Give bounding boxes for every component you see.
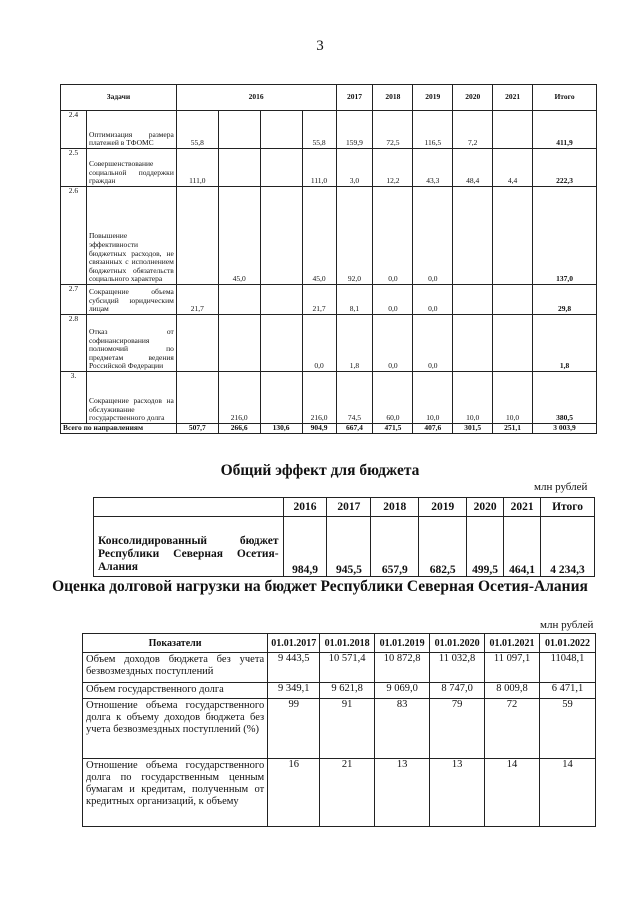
task-value-cell: 45,0 — [302, 187, 336, 285]
task-number: 2.6 — [61, 187, 87, 285]
task-value-cell: 0,0 — [413, 315, 453, 372]
debt-header-cell: 01.01.2018 — [320, 634, 375, 653]
debt-value-cell: 8 009,8 — [485, 683, 540, 699]
task-value-cell — [176, 372, 218, 424]
effect-data-row — [94, 517, 595, 577]
task-value-cell: 216,0 — [302, 372, 336, 424]
task-value-cell — [218, 315, 260, 372]
debt-value-cell: 14 — [485, 759, 540, 827]
effect-header-blank — [94, 498, 284, 517]
task-total-cell: 411,9 — [533, 111, 597, 149]
debt-row-label: Объем государственного долга — [83, 683, 268, 699]
effect-value-cell: 499,5 — [467, 517, 504, 577]
task-value-cell: 21,7 — [302, 285, 336, 315]
task-value-cell — [218, 111, 260, 149]
debt-value-cell: 11 032,8 — [430, 653, 485, 683]
task-value-cell: 7,2 — [453, 111, 493, 149]
header-total: Итого — [533, 85, 597, 111]
sum-cell: 507,7 — [176, 424, 218, 434]
debt-value-cell: 11048,1 — [540, 653, 596, 683]
sum-cell: 3 003,9 — [533, 424, 597, 434]
task-value-cell: 55,8 — [302, 111, 336, 149]
effect-header-cell: 2016 — [283, 498, 327, 517]
sum-cell: 251,1 — [493, 424, 533, 434]
task-value-cell — [453, 315, 493, 372]
debt-header-cell: 01.01.2020 — [430, 634, 485, 653]
task-value-cell: 4,4 — [493, 149, 533, 187]
sum-cell: 301,5 — [453, 424, 493, 434]
header-2021: 2021 — [493, 85, 533, 111]
header-2017: 2017 — [336, 85, 373, 111]
task-total-cell: 29,8 — [533, 285, 597, 315]
task-value-cell: 1,8 — [336, 315, 373, 372]
effect-row-label: Консолидированный бюджет Республики Северная Осетия-Алания — [94, 517, 284, 577]
effect-header-row — [94, 498, 595, 517]
task-value-cell: 159,9 — [336, 111, 373, 149]
debt-value-cell: 91 — [320, 699, 375, 759]
task-row — [61, 111, 597, 149]
debt-value-cell: 14 — [540, 759, 596, 827]
sum-label: Всего по направлениям — [61, 424, 177, 434]
debt-value-cell: 21 — [320, 759, 375, 827]
page-number: 3 — [316, 38, 324, 54]
debt-value-cell: 83 — [375, 699, 430, 759]
debt-value-cell: 59 — [540, 699, 596, 759]
task-value-cell — [493, 285, 533, 315]
task-value-cell: 8,1 — [336, 285, 373, 315]
debt-value-cell: 13 — [430, 759, 485, 827]
task-value-cell: 72,5 — [373, 111, 413, 149]
debt-value-cell: 9 443,5 — [268, 653, 320, 683]
effect-value-cell: 945,5 — [327, 517, 371, 577]
task-row — [61, 149, 597, 187]
task-value-cell: 43,3 — [413, 149, 453, 187]
task-value-cell: 12,2 — [373, 149, 413, 187]
debt-value-cell: 13 — [375, 759, 430, 827]
effect-header-cell: 2018 — [371, 498, 419, 517]
task-value-cell — [176, 187, 218, 285]
task-value-cell — [176, 315, 218, 372]
task-number: 2.7 — [61, 285, 87, 315]
task-value-cell: 92,0 — [336, 187, 373, 285]
debt-value-cell: 16 — [268, 759, 320, 827]
effect-value-cell: 464,1 — [504, 517, 541, 577]
task-value-cell: 10,0 — [493, 372, 533, 424]
effect-header-cell: 2019 — [419, 498, 467, 517]
task-value-cell — [493, 187, 533, 285]
task-value-cell: 21,7 — [176, 285, 218, 315]
task-name: Совершенствование социальной поддержки граждан — [86, 149, 176, 187]
task-value-cell — [493, 111, 533, 149]
sum-cell: 904,9 — [302, 424, 336, 434]
effect-unit: млн рублей — [534, 481, 588, 493]
effect-table — [93, 497, 595, 577]
task-value-cell — [218, 149, 260, 187]
effect-header-cell: 2017 — [327, 498, 371, 517]
sum-cell: 407,6 — [413, 424, 453, 434]
task-value-cell — [260, 315, 302, 372]
debt-value-cell: 9 349,1 — [268, 683, 320, 699]
task-value-cell — [493, 315, 533, 372]
task-value-cell: 116,5 — [413, 111, 453, 149]
effect-value-cell: 657,9 — [371, 517, 419, 577]
sum-cell: 471,5 — [373, 424, 413, 434]
task-value-cell: 111,0 — [176, 149, 218, 187]
effect-header-cell: 2020 — [467, 498, 504, 517]
tasks-header-row — [61, 85, 597, 111]
debt-value-cell: 9 069,0 — [375, 683, 430, 699]
debt-value-cell: 9 621,8 — [320, 683, 375, 699]
task-name: Сокращение расходов на обслуживание государственного долга — [86, 372, 176, 424]
debt-header-cell: 01.01.2021 — [485, 634, 540, 653]
task-value-cell: 60,0 — [373, 372, 413, 424]
task-value-cell — [260, 111, 302, 149]
header-2020: 2020 — [453, 85, 493, 111]
debt-value-cell: 10 571,4 — [320, 653, 375, 683]
debt-value-cell: 6 471,1 — [540, 683, 596, 699]
task-name: Повышение эффективности бюджетных расходов, не связанных с исполнением бюджетных обязательств социального характера — [86, 187, 176, 285]
header-2019: 2019 — [413, 85, 453, 111]
tasks-table — [60, 84, 597, 434]
debt-row — [83, 683, 596, 699]
header-2016: 2016 — [176, 85, 336, 111]
task-value-cell — [260, 149, 302, 187]
task-value-cell — [260, 187, 302, 285]
task-row — [61, 285, 597, 315]
task-value-cell: 3,0 — [336, 149, 373, 187]
task-value-cell: 111,0 — [302, 149, 336, 187]
task-value-cell: 10,0 — [413, 372, 453, 424]
sum-cell: 266,6 — [218, 424, 260, 434]
task-total-cell: 1,8 — [533, 315, 597, 372]
tasks-sum-row — [61, 424, 597, 434]
task-value-cell — [453, 187, 493, 285]
task-value-cell: 216,0 — [218, 372, 260, 424]
task-value-cell — [260, 372, 302, 424]
debt-header-cell: 01.01.2022 — [540, 634, 596, 653]
task-value-cell — [453, 285, 493, 315]
task-number: 2.4 — [61, 111, 87, 149]
task-row — [61, 372, 597, 424]
task-value-cell: 48,4 — [453, 149, 493, 187]
header-tasks: Задачи — [61, 85, 177, 111]
task-number: 3. — [61, 372, 87, 424]
debt-header-row — [83, 634, 596, 653]
task-name: Сокращение объема субсидий юридическим лицам — [86, 285, 176, 315]
effect-header-cell: Итого — [541, 498, 595, 517]
task-number: 2.5 — [61, 149, 87, 187]
task-value-cell: 0,0 — [413, 187, 453, 285]
debt-value-cell: 79 — [430, 699, 485, 759]
debt-row-label: Отношение объема государственного долга к объему доходов бюджета без учета безвозмездных поступлений (%) — [83, 699, 268, 759]
effect-title: Общий эффект для бюджета — [220, 462, 420, 479]
task-value-cell: 55,8 — [176, 111, 218, 149]
task-value-cell: 0,0 — [302, 315, 336, 372]
debt-title: Оценка долговой нагрузки на бюджет Республики Северная Осетия-Алания — [52, 578, 588, 595]
task-value-cell — [218, 285, 260, 315]
task-name: Оптимизация размера платежей в ТФОМС — [86, 111, 176, 149]
task-value-cell — [260, 285, 302, 315]
task-value-cell: 0,0 — [413, 285, 453, 315]
effect-value-cell: 984,9 — [283, 517, 327, 577]
debt-row — [83, 653, 596, 683]
task-total-cell: 137,0 — [533, 187, 597, 285]
debt-value-cell: 11 097,1 — [485, 653, 540, 683]
task-number: 2.8 — [61, 315, 87, 372]
debt-row-label: Отношение объема государственного долга по государственным ценным бумагам и кредитам, полученным от кредитных организаций, к объему — [83, 759, 268, 827]
task-value-cell: 10,0 — [453, 372, 493, 424]
task-name: Отказ от софинансирования полномочий по предметам ведения Российской Федерации — [86, 315, 176, 372]
debt-header-cell: 01.01.2019 — [375, 634, 430, 653]
effect-header-cell: 2021 — [504, 498, 541, 517]
header-2018: 2018 — [373, 85, 413, 111]
task-value-cell: 45,0 — [218, 187, 260, 285]
debt-header-cell: 01.01.2017 — [268, 634, 320, 653]
task-value-cell: 0,0 — [373, 187, 413, 285]
task-row — [61, 315, 597, 372]
debt-row — [83, 759, 596, 827]
task-value-cell: 74,5 — [336, 372, 373, 424]
debt-value-cell: 99 — [268, 699, 320, 759]
debt-value-cell: 8 747,0 — [430, 683, 485, 699]
task-total-cell: 380,5 — [533, 372, 597, 424]
sum-cell: 130,6 — [260, 424, 302, 434]
debt-row-label: Объем доходов бюджета без учета безвозмездных поступлений — [83, 653, 268, 683]
task-row — [61, 187, 597, 285]
debt-unit: млн рублей — [540, 619, 594, 631]
task-value-cell: 0,0 — [373, 315, 413, 372]
effect-value-cell: 4 234,3 — [541, 517, 595, 577]
effect-value-cell: 682,5 — [419, 517, 467, 577]
debt-header-cell: Показатели — [83, 634, 268, 653]
debt-value-cell: 72 — [485, 699, 540, 759]
debt-table — [82, 633, 596, 827]
debt-row — [83, 699, 596, 759]
sum-cell: 667,4 — [336, 424, 373, 434]
debt-value-cell: 10 872,8 — [375, 653, 430, 683]
task-total-cell: 222,3 — [533, 149, 597, 187]
task-value-cell: 0,0 — [373, 285, 413, 315]
